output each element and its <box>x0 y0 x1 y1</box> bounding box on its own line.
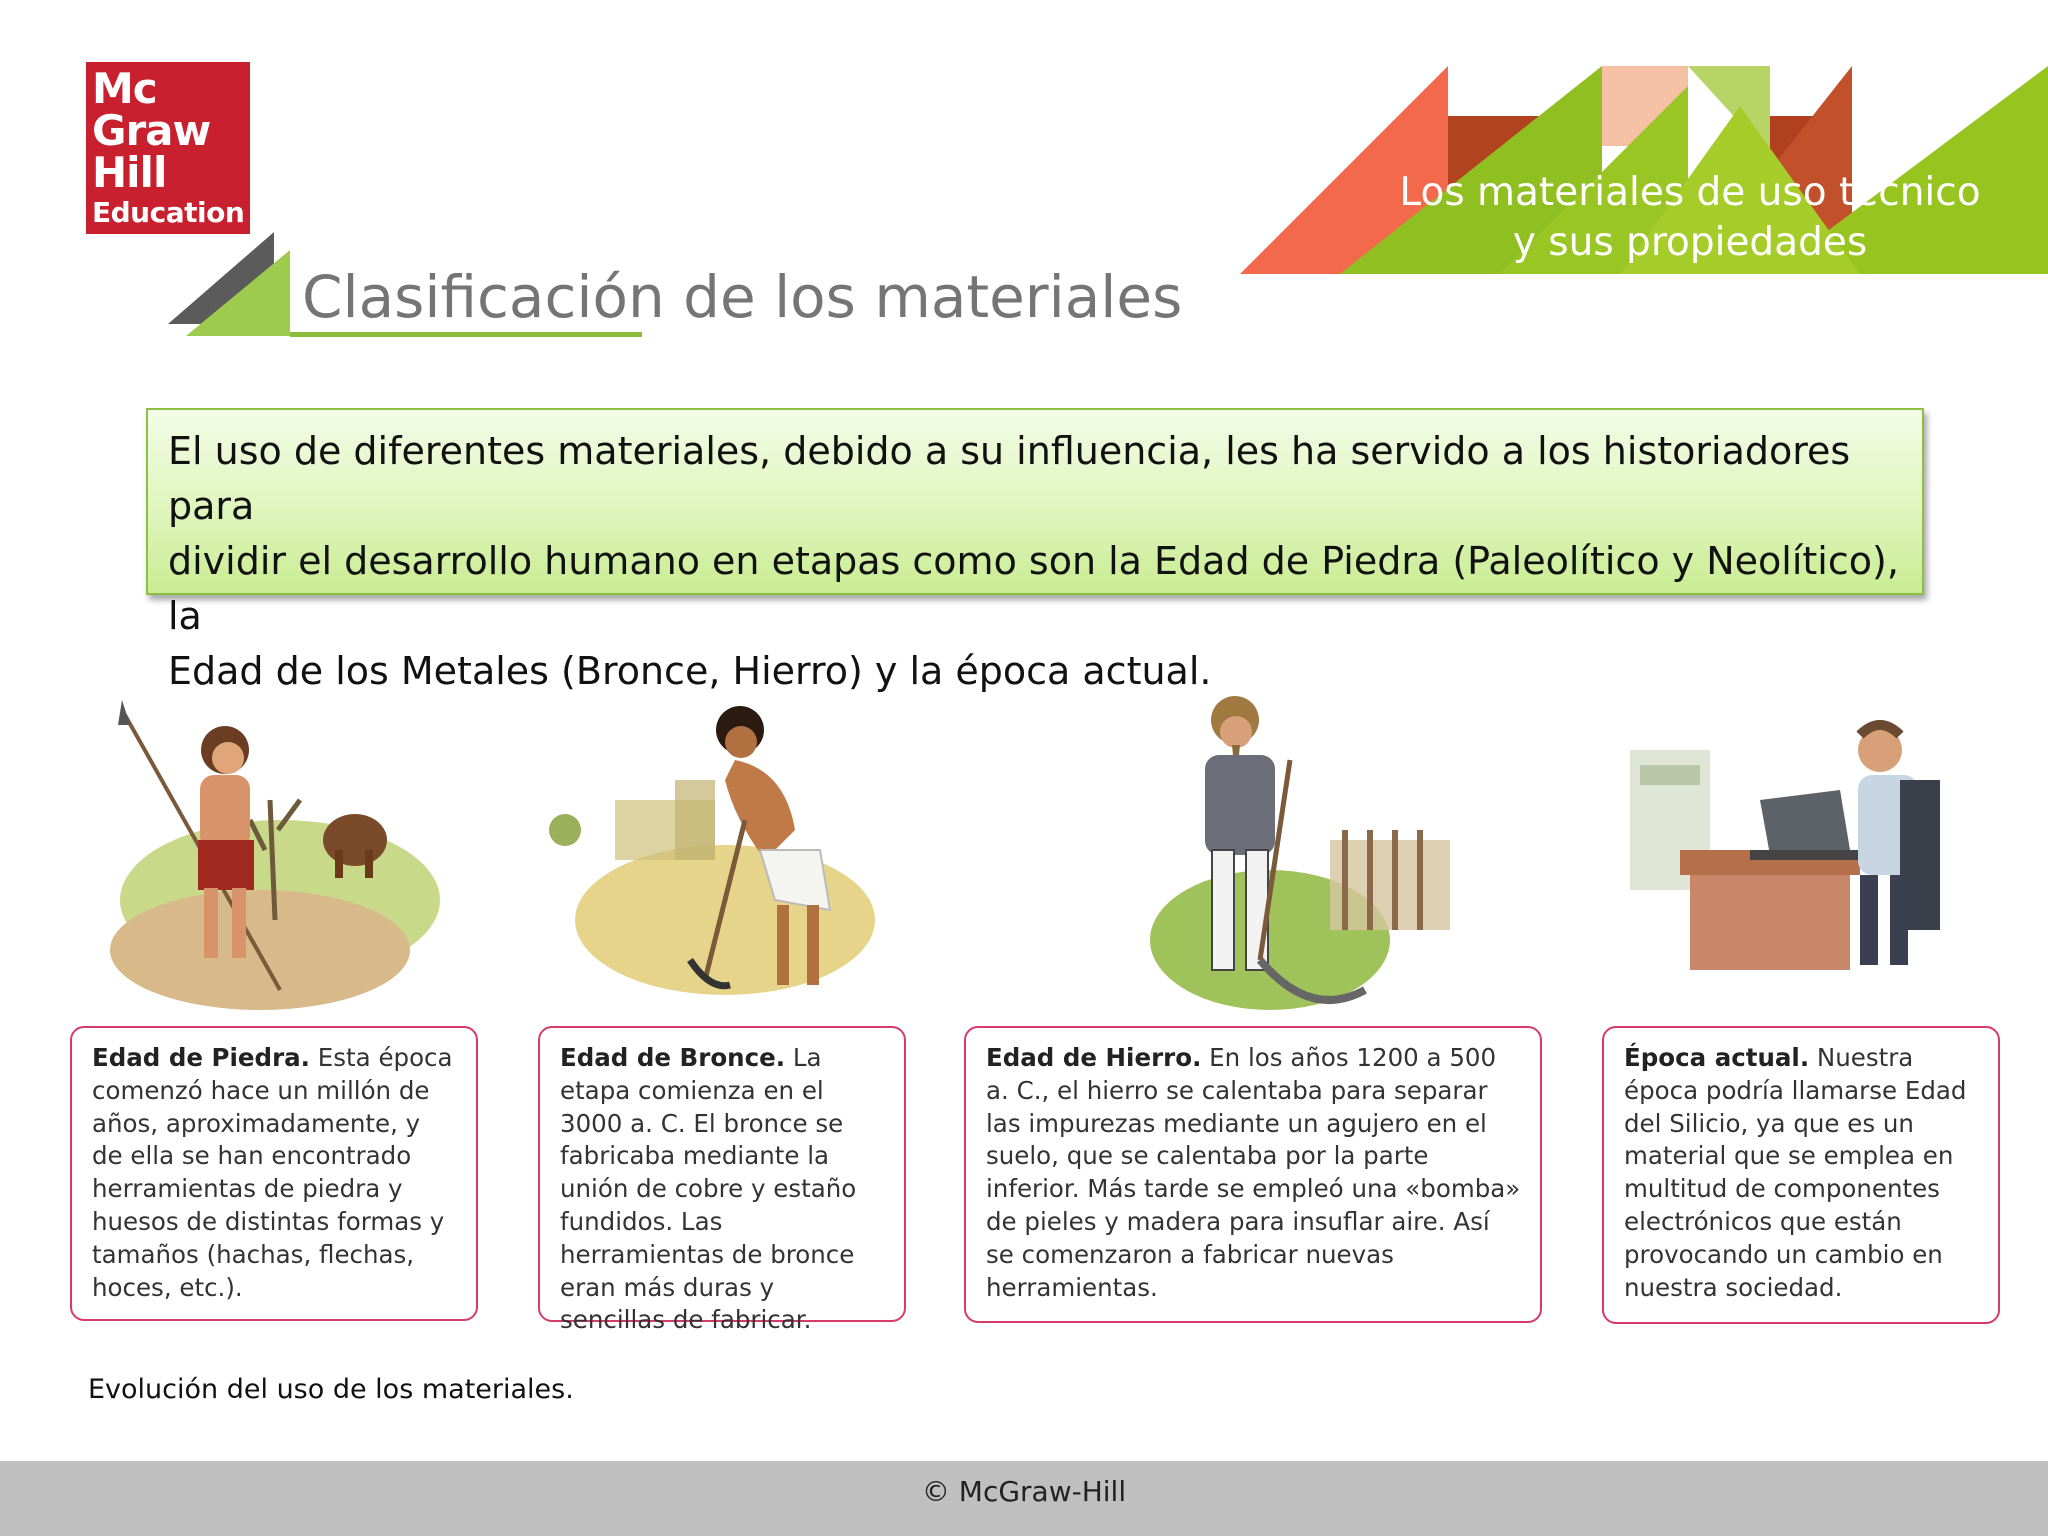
title-marker-icon <box>168 232 298 342</box>
mcgraw-hill-logo: Mc Graw Hill Education <box>86 62 250 234</box>
subject-title-line1: Los materiales de uso técnico <box>1399 170 1981 215</box>
bronze-age-card <box>538 1026 906 1335</box>
footer <box>0 1461 2048 1536</box>
modern-age-card <box>1602 1026 2000 1324</box>
stone-age-card <box>70 1026 478 1321</box>
iron-age-illustration <box>1140 690 1480 1020</box>
subject-title <box>1370 168 2010 268</box>
stone-age-card-text: Esta época comenzó hace un millón de años, aproximadamente, y de ella se han encontrado herramientas de piedra y huesos de distintas formas y tamaños (hachas, flechas, hoces, etc.). <box>92 1043 453 1302</box>
modern-age-card-title: Época actual. <box>1624 1043 1810 1072</box>
page-title: Clasificación de los materiales <box>302 263 1183 331</box>
intro-text: El uso de diferentes materiales, debido a su influencia, les ha servido a los historiadores para dividir el desarrollo humano en etapas como son la Edad de Piedra (Paleolítico y Neolítico), la Edad de los Metales (Bronce, Hierro) y la época actual. <box>168 429 1899 693</box>
bronze-age-card-title: Edad de Bronce. <box>560 1043 786 1072</box>
modern-age-card-text: Nuestra época podría llamarse Edad del Silicio, ya que es un material que se emplea en multitud de componentes electrónicos que están provocando un cambio en nuestra sociedad. <box>1624 1043 1967 1302</box>
subject-title-line2: y sus propiedades <box>1512 220 1868 265</box>
figure-caption: Evolución del uso de los materiales. <box>88 1374 574 1405</box>
iron-age-card-title: Edad de Hierro. <box>986 1043 1202 1072</box>
title-underline <box>290 332 642 337</box>
iron-age-card-text: En los años 1200 a 500 a. C., el hierro se calentaba para separar las impurezas mediante un agujero en el suelo, que se calentaba por la parte inferior. Más tarde se empleó una «bomba» de pieles y madera para insuflar aire. Así se comenzaron a fabricar nuevas herramientas. <box>986 1043 1521 1302</box>
copyright-text: © McGraw-Hill <box>921 1475 1127 1508</box>
modern-age-illustration <box>1630 690 1970 990</box>
intro-box <box>146 408 1924 693</box>
iron-age-card <box>964 1026 1542 1323</box>
bronze-age-card-text: La etapa comienza en el 3000 a. C. El bronce se fabricaba mediante la unión de cobre y estaño fundidos. Las herramientas de bronce eran más duras y sencillas de fabricar. <box>560 1043 857 1335</box>
bronze-age-illustration <box>545 690 875 1010</box>
stone-age-card-title: Edad de Piedra. <box>92 1043 310 1072</box>
stone-age-illustration <box>100 690 440 1010</box>
